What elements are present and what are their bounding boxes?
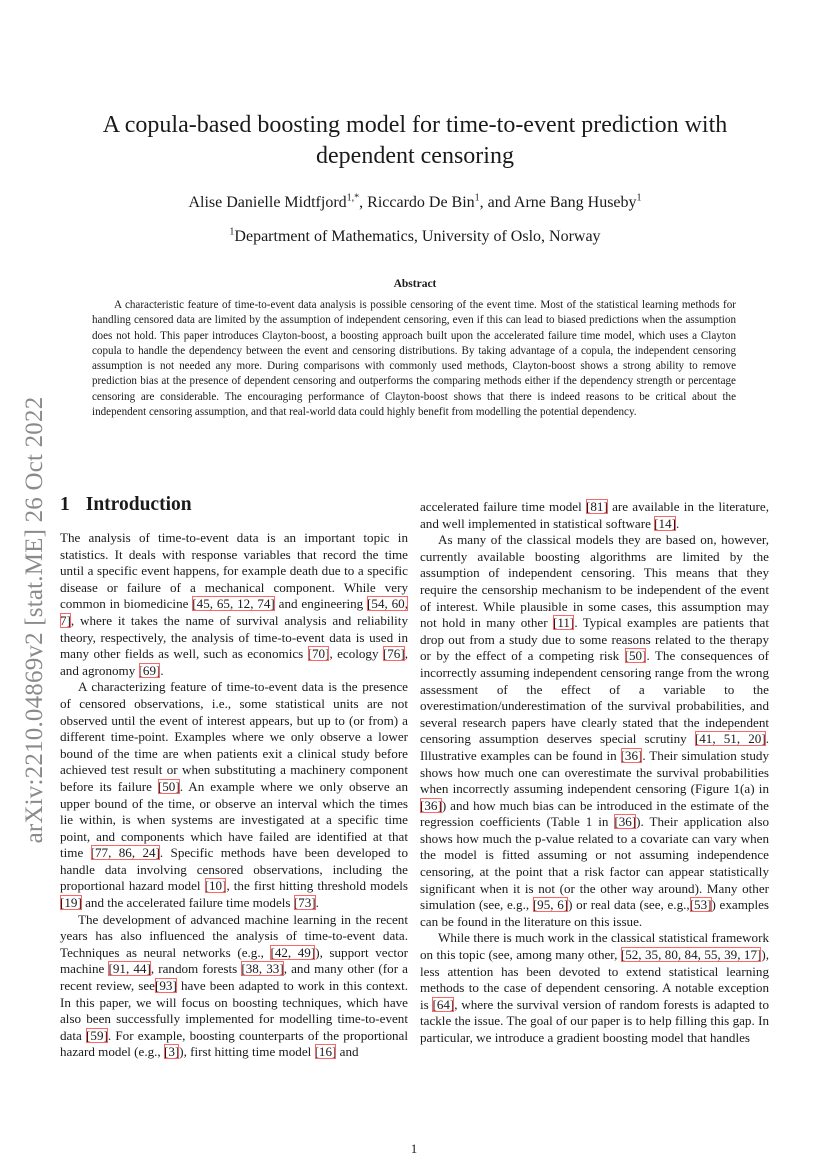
citation-link[interactable]: [54, 60, 7] bbox=[60, 596, 408, 628]
arxiv-identifier: arXiv:2210.04869v2 [stat.ME] 26 Oct 2022 bbox=[21, 396, 48, 844]
citation-link[interactable]: [36] bbox=[420, 797, 442, 813]
citation-link[interactable]: [81] bbox=[586, 499, 608, 514]
citation-link[interactable]: [16] bbox=[314, 1044, 337, 1060]
author-separator: , bbox=[359, 194, 368, 211]
citation-link[interactable]: [52, 35, 80, 84, 55, 39, 17] bbox=[620, 947, 762, 963]
citation-link[interactable]: [38, 33] bbox=[241, 961, 284, 977]
title-line-2: dependent censoring bbox=[316, 143, 514, 169]
affiliation bbox=[90, 226, 740, 248]
abstract-heading: Abstract bbox=[393, 278, 437, 290]
citation-link[interactable]: [70] bbox=[307, 646, 330, 662]
affiliation-text: Department of Mathematics, University of Oslo, Norway bbox=[234, 228, 601, 245]
paragraph: accelerated failure time model [81] are available in the literature, and well implemented in statistical software [14]. bbox=[420, 499, 769, 531]
author-separator: , and bbox=[479, 194, 514, 211]
citation-link[interactable]: [42, 49] bbox=[270, 944, 316, 960]
section-title: Introduction bbox=[85, 494, 192, 515]
author-1: Alise Danielle Midtfjord bbox=[188, 194, 347, 211]
citation-link[interactable]: [41, 51, 20] bbox=[694, 731, 766, 747]
paragraph: While there is much work in the classical statistical framework on this topic (see, among many other, [52, 35, 80, 84, 55, 39, 17]), less attention has been devoted to extend statistical learning methods to the case of dependent censoring. A notable exception is [64], where the survival version of random forests is adapted to tackle the issue. The goal of our paper is to help filling this gap. In particular, we introduce a gradient boosting model that handles bbox=[420, 930, 769, 1045]
paragraph: As many of the classical models they are based on, however, currently available boosting algorithms are limited by the assumption of independent censoring. This means that they require the censorship mechanism to be independent of the event of interest. While plausible in some cases, this assumption may not hold in many other [11]. Typical examples are patients that drop out from a study due to some reasons related to the therapy or by the effect of a competing risk [50]. The consequences of incorrectly assuming independent censoring range from the wrong assessment of the effect of a variable to the overestimation/underestimation of the survival probabilities, and several research papers have clearly stated that the independent censoring assumption deserves special scrutiny [41, 51, 20]. Illustrative examples can be found in [36]. Their simulation study shows how much one can overestimate the survival probabilities when incorrectly assuming independent censoring (Figure 1(a) in [36]) and how much bias can be introduced in the estimate of the regression coefficients (Table 1 in [36]). Their application also shows how much the p-value related to a covariate can vary when the model is fitted assuming or not assuming independence censoring, at the point that a risk factor can appear statistically significant when it is not (or the other way around). Many other simulation (see, e.g., [95, 6]) or real data (see, e.g.,[53]) examples can be found in the literature on this issue. bbox=[420, 532, 770, 929]
citation-link[interactable]: [36] bbox=[620, 747, 643, 763]
author-2: Riccardo De Bin bbox=[367, 194, 475, 211]
citation-link[interactable]: [53] bbox=[689, 897, 712, 913]
author-list bbox=[90, 192, 740, 214]
paper-title bbox=[90, 110, 740, 172]
left-column bbox=[60, 530, 408, 1061]
title-line-1: A copula-based boosting model for time-to-event prediction with bbox=[102, 112, 728, 138]
paragraph: The analysis of time-to-event data is an important topic in statistics. It deals with response variables that record the time until a specific event happens, for example death due to a specific disease or failure of a mechanical component. While very common in biomedicine [45, 65, 12, 74] and engineering [54, 60, 7], where it takes the name of survival analysis and reliability theory, respectively, the analysis of time-to-event data is used in many other fields as well, such as economics [70], ecology [76], and agronomy [69]. bbox=[60, 530, 408, 678]
citation-link[interactable]: [14] bbox=[654, 515, 676, 531]
citation-link[interactable]: [45, 65, 12, 74] bbox=[192, 596, 275, 612]
author-2-affil-mark: 1 bbox=[474, 192, 480, 204]
paragraph: The development of advanced machine learning in the recent years has also influenced the analysis of time-to-event data. Techniques as neural networks (e.g., [42, 49]), support vector machine [91, 44], random forests [38, 33], and many other (for a recent review, see[93] have been adapted to work in this context. In this paper, we will focus on boosting techniques, which have also been successfully implemented for modelling time-to-event data [59]. For example, boosting counterparts of the proportional hazard model (e.g., [3]), first hitting time model [16] and bbox=[60, 911, 408, 1060]
citation-link[interactable]: [69] bbox=[138, 662, 161, 678]
citation-link[interactable]: [19] bbox=[60, 895, 82, 911]
citation-link[interactable]: [95, 6] bbox=[532, 897, 569, 913]
paragraph: A characterizing feature of time-to-event data is the presence of censored observations, i.e., some statistical units are not observed until the event of interest appears, but up to (or from) a different time-point. Examples where we only observe a lower bound of the time are when patients exit a clinical study before achieved test result or when substituting a machinery component before its failure [50]. An example where we only observe an upper bound of the time, or observe an interval which the times lie within, is when systems are investigated at a specific time point, and components which have failed are identified at that time [77, 86, 24]. Specific methods have been developed to handle data involving censored observations, including the proportional hazard model [10], the first hitting threshold models [19] and the accelerated failure time models [73]. bbox=[60, 679, 409, 911]
abstract bbox=[92, 298, 736, 420]
section-number: 1 bbox=[60, 494, 70, 515]
citation-link[interactable]: [73] bbox=[293, 895, 316, 911]
citation-link[interactable]: [77, 86, 24] bbox=[90, 845, 160, 861]
citation-link[interactable]: [11] bbox=[552, 615, 575, 631]
citation-link[interactable]: [3] bbox=[163, 1044, 180, 1060]
author-1-affil-mark: 1,* bbox=[346, 192, 360, 204]
citation-link[interactable]: [91, 44] bbox=[108, 961, 151, 977]
author-3-affil-mark: 1 bbox=[636, 192, 642, 204]
citation-link[interactable]: [93] bbox=[155, 978, 177, 994]
citation-link[interactable]: [76] bbox=[382, 646, 405, 662]
citation-link[interactable]: [10] bbox=[204, 878, 227, 894]
affiliation-mark: 1 bbox=[229, 226, 235, 238]
citation-link[interactable]: [50] bbox=[157, 778, 180, 794]
citation-link[interactable]: [59] bbox=[86, 1027, 108, 1043]
section-heading bbox=[60, 494, 192, 516]
right-column bbox=[420, 499, 769, 1047]
author-3: Arne Bang Huseby bbox=[513, 194, 637, 211]
citation-link[interactable]: [64] bbox=[432, 996, 455, 1012]
page-number: 1 bbox=[410, 1141, 418, 1156]
citation-link[interactable]: [50] bbox=[624, 648, 647, 664]
abstract-text: A characteristic feature of time-to-event data analysis is possible censoring of the event time. Most of the statistical learning methods for handling censored data are limited by the assumption of independent censoring, even if this can lead to biased predictions when the assumption does not hold. This paper introduces Clayton-boost, a boosting approach built upon the accelerated failure time model, which uses a Clayton copula to handle the dependency between the event and censoring distributions. By taking advantage of a copula, the independent censoring assumption is not needed any more. During comparisons with commonly used methods, Clayton-boost shows a strong ability to remove prediction bias at the presence of dependent censoring and outperforms the comparing methods either if the dependency strength or percentage censoring are considerable. The encouraging performance of Clayton-boost shows that there is indeed reasons to be critical about the independent censoring assumption, and that real-world data could highly benefit from modelling the potential dependency. bbox=[92, 299, 736, 419]
arxiv-watermark bbox=[12, 360, 58, 880]
citation-link[interactable]: [36] bbox=[614, 814, 637, 830]
